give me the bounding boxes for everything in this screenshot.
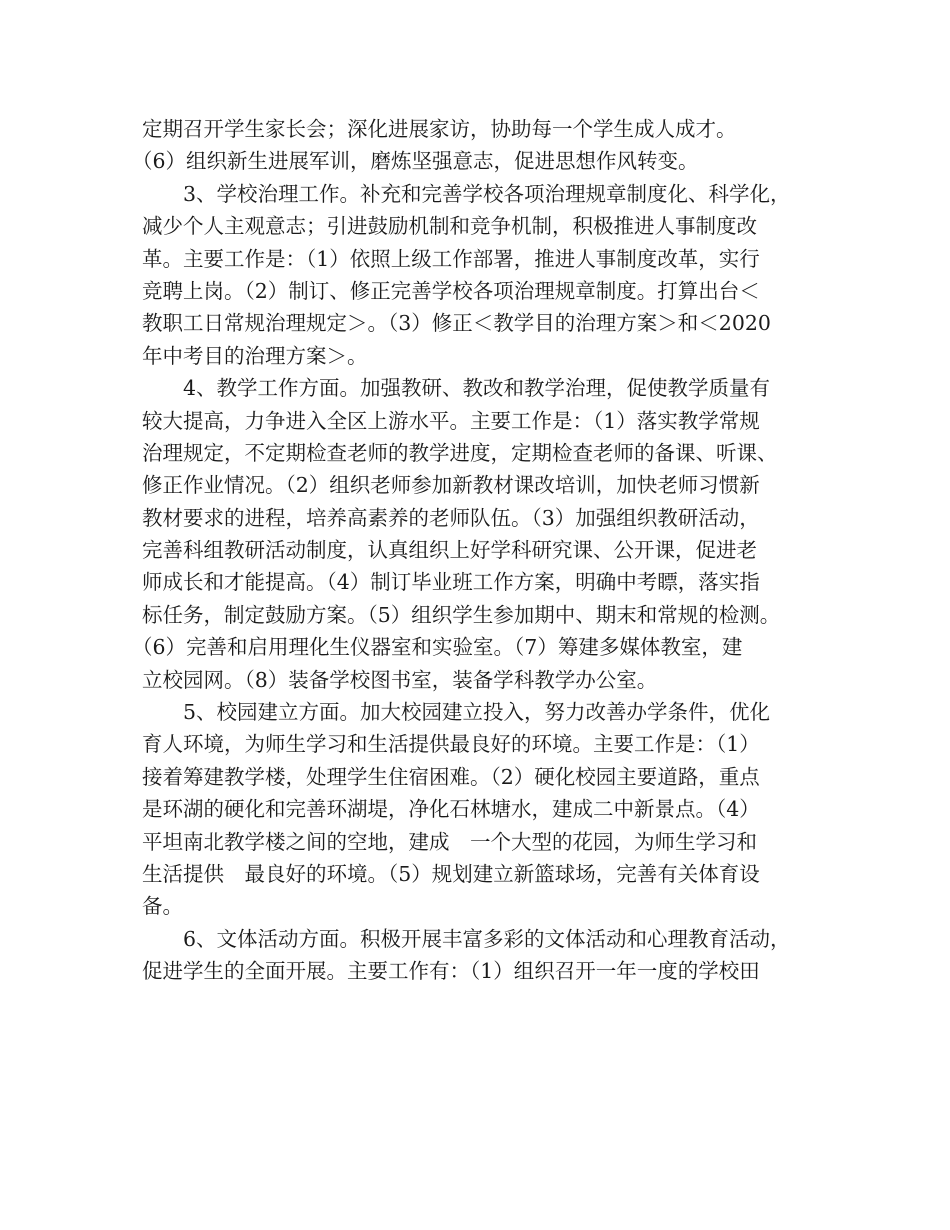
- text-line: 是环湖的硬化和完善环湖堤，净化石林塘水，建成二中新景点。（4）: [142, 797, 760, 822]
- text-line: 竞聘上岗。（2）制订、修正完善学校各项治理规章制度。打算出台＜: [142, 278, 760, 303]
- text-line: 师成长和才能提高。（4）制订毕业班工作方案，明确中考瞟，落实指: [142, 570, 760, 595]
- text-line: 治理规定，不定期检查老师的教学进度，定期检查老师的备课、听课、: [142, 440, 778, 465]
- text-line: 促进学生的全面开展。主要工作有：（1）组织召开一年一度的学校田: [142, 959, 760, 984]
- text-line: 接着筹建教学楼，处理学生住宿困难。（2）硬化校园主要道路，重点: [142, 764, 760, 789]
- text-line: 教职工日常规治理规定＞。（3）修正＜教学目的治理方案＞和＜2020: [142, 311, 771, 336]
- text-line: 生活提供 最良好的环境。（5）规划建立新篮球场，完善有关体育设: [142, 861, 760, 886]
- text-line: 立校园网。（8）装备学校图书室，装备学科教学办公室。: [142, 667, 658, 692]
- text-line: 3、学校治理工作。补充和完善学校各项治理规章制度化、科学化，: [183, 181, 791, 206]
- text-line: 完善科组教研活动制度，认真组织上好学科研究课、公开课，促进老: [142, 538, 757, 563]
- text-line: 5、校园建立方面。加大校园建立投入，努力改善办学条件，优化: [183, 700, 771, 725]
- text-line: 6、文体活动方面。积极开展丰富多彩的文体活动和心理教育活动，: [183, 926, 791, 951]
- text-line: 较大提高，力争进入全区上游水平。主要工作是：（1）落实教学常规: [142, 408, 760, 433]
- body-text: [132, 113, 822, 988]
- text-line: 教材要求的进程，培养高素养的老师队伍。（3）加强组织教研活动，: [142, 505, 760, 530]
- text-line: （6）完善和启用理化生仪器室和实验室。（7）筹建多媒体教室，建: [132, 635, 743, 660]
- text-line: 平坦南北教学楼之间的空地，建成 一个大型的花园，为师生学习和: [142, 829, 757, 854]
- text-line: 4、教学工作方面。加强教研、教改和教学治理，促使教学质量有: [183, 376, 771, 401]
- text-line: 标任务，制定鼓励方案。（5）组织学生参加期中、期末和常规的检测。: [142, 602, 781, 627]
- text-line: 备。: [142, 894, 183, 919]
- text-line: 定期召开学生家长会；深化进展家访，协助每一个学生成人成才。: [142, 117, 737, 141]
- text-line: 革。主要工作是：（1）依照上级工作部署，推进人事制度改革，实行: [142, 246, 760, 271]
- text-line: 修正作业情况。（2）组织老师参加新教材课改培训，加快老师习惯新: [142, 473, 760, 498]
- text-line: （6）组织新生进展军训，磨炼坚强意志，促进思想作风转变。: [132, 149, 699, 174]
- text-line: 年中考目的治理方案＞。: [142, 343, 368, 368]
- text-line: 育人环境，为师生学习和生活提供最良好的环境。主要工作是：（1）: [142, 732, 760, 757]
- text-line: 减少个人主观意志；引进鼓励机制和竞争机制，积极推进人事制度改: [142, 214, 757, 239]
